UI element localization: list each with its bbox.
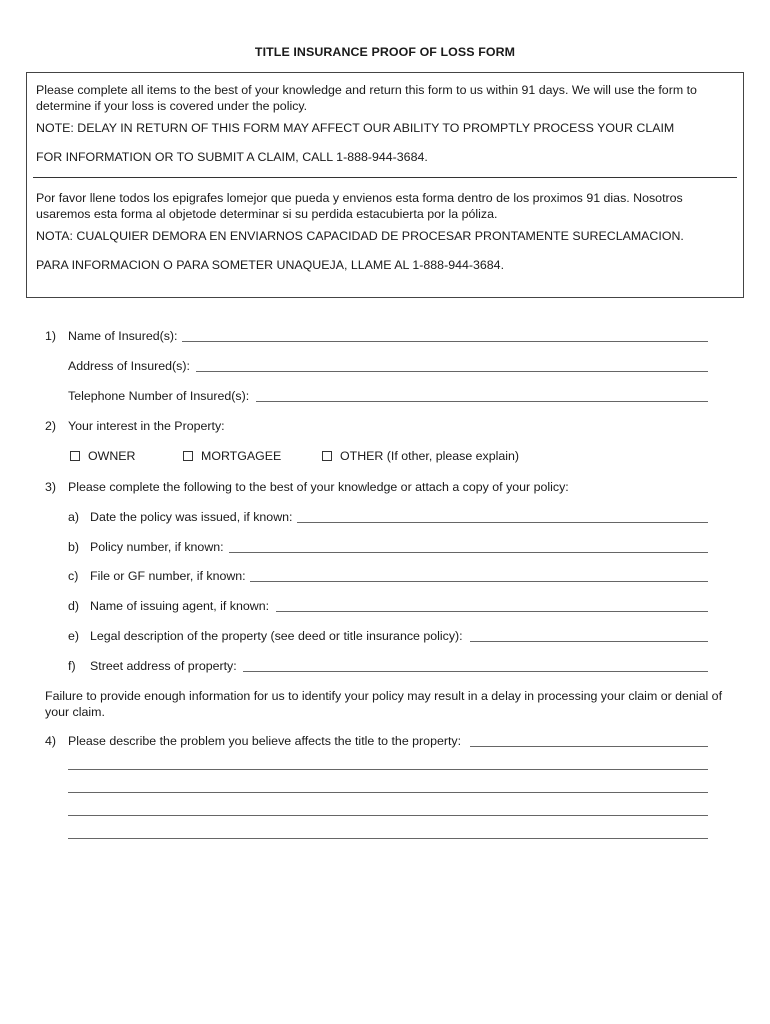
- insured-phone-label: Telephone Number of Insured(s):: [68, 389, 250, 403]
- mortgagee-checkbox[interactable]: [183, 451, 193, 461]
- question-number: 4): [45, 734, 57, 748]
- legal-description-field[interactable]: [470, 628, 708, 642]
- issuing-agent-field[interactable]: [276, 598, 708, 612]
- item-letter: b): [68, 540, 80, 554]
- owner-option[interactable]: [70, 448, 136, 464]
- insured-name-label: Name of Insured(s):: [68, 329, 178, 343]
- item-letter: a): [68, 510, 80, 524]
- language-divider: [33, 177, 737, 178]
- spanish-contact-info: PARA INFORMACION O PARA SOMETER UNAQUEJA, LLAME AL 1-888-944-3684.: [36, 258, 505, 272]
- file-number-label: File or GF number, if known:: [90, 569, 246, 583]
- spanish-instructions: Por favor llene todos los epigrafes lomejor que pueda y envienos esta forma dentro de los proximos 91 dias. Nosotros usaremos esta forma al objetode determinar si su perdida estacubierta por la póliza.: [36, 191, 683, 221]
- insured-phone-field[interactable]: [256, 388, 708, 402]
- problem-description-line[interactable]: [68, 756, 708, 770]
- english-delay-note: NOTE: DELAY IN RETURN OF THIS FORM MAY AFFECT OUR ABILITY TO PROMPTLY PROCESS YOUR CLAIM: [36, 121, 675, 135]
- question-number: 1): [45, 329, 57, 343]
- owner-checkbox[interactable]: [70, 451, 80, 461]
- form-title: TITLE INSURANCE PROOF OF LOSS FORM: [254, 45, 516, 59]
- problem-description-line[interactable]: [68, 802, 708, 816]
- street-address-label: Street address of property:: [90, 659, 237, 673]
- english-contact-info: FOR INFORMATION OR TO SUBMIT A CLAIM, CALL 1-888-944-3684.: [36, 150, 428, 164]
- problem-description-field[interactable]: [470, 733, 708, 747]
- problem-description-label: Please describe the problem you believe affects the title to the property:: [68, 734, 462, 748]
- mortgagee-option-label: MORTGAGEE: [201, 449, 282, 463]
- policy-date-label: Date the policy was issued, if known:: [90, 510, 293, 524]
- insured-address-label: Address of Insured(s):: [68, 359, 190, 373]
- street-address-field[interactable]: [243, 658, 708, 672]
- owner-option-label: OWNER: [88, 449, 136, 463]
- item-letter: c): [68, 569, 79, 583]
- instructions-box: [26, 72, 744, 298]
- mortgagee-option[interactable]: [183, 448, 281, 464]
- failure-notice: Failure to provide enough information for us to identify your policy may result in a delay in processing your claim or denial of your claim.: [45, 689, 723, 719]
- issuing-agent-label: Name of issuing agent, if known:: [90, 599, 270, 613]
- insured-name-field[interactable]: [182, 328, 708, 342]
- policy-number-label: Policy number, if known:: [90, 540, 224, 554]
- problem-description-line[interactable]: [68, 779, 708, 793]
- spanish-delay-note: NOTA: CUALQUIER DEMORA EN ENVIARNOS CAPACIDAD DE PROCESAR PRONTAMENTE SURECLAMACION.: [36, 229, 684, 243]
- legal-description-label: Legal description of the property (see deed or title insurance policy):: [90, 629, 463, 643]
- policy-info-label: Please complete the following to the best of your knowledge or attach a copy of your policy:: [68, 480, 569, 494]
- item-letter: e): [68, 629, 80, 643]
- english-instructions: Please complete all items to the best of your knowledge and return this form to us within 91 days. We will use the form to determine if your loss is covered under the policy.: [36, 83, 697, 113]
- other-option-label: OTHER (If other, please explain): [340, 449, 520, 463]
- problem-description-line[interactable]: [68, 825, 708, 839]
- file-number-field[interactable]: [250, 568, 708, 582]
- property-interest-label: Your interest in the Property:: [68, 419, 225, 433]
- question-number: 3): [45, 480, 57, 494]
- item-letter: f): [68, 659, 76, 673]
- policy-date-field[interactable]: [297, 509, 708, 523]
- question-number: 2): [45, 419, 57, 433]
- other-option[interactable]: [322, 448, 519, 464]
- policy-number-field[interactable]: [229, 539, 708, 553]
- other-checkbox[interactable]: [322, 451, 332, 461]
- item-letter: d): [68, 599, 80, 613]
- insured-address-field[interactable]: [196, 358, 708, 372]
